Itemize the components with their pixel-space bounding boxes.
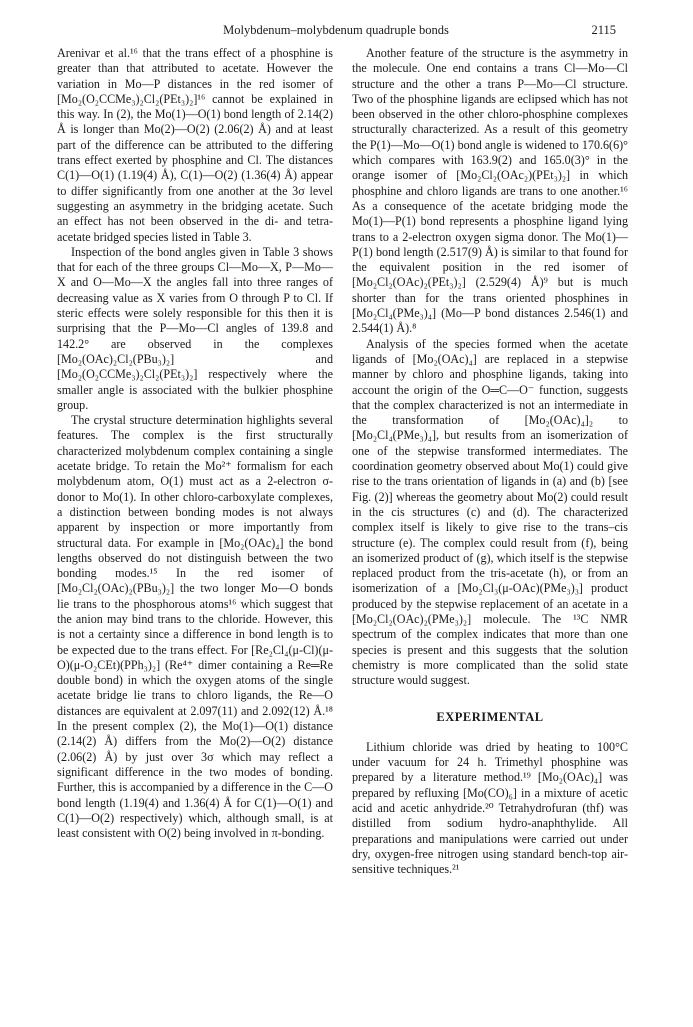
body-paragraph: Inspection of the bond angles given in Table 3 shows that for each of the three groups Cl—Mo—X, P—Mo—X and O—Mo—X the angles fall into three ranges of decreasing value as X varies from O through P to Cl. If steric effects were solely responsible for this then it is surprising that the P—Mo—Cl angles of 139.8 and 142.2° are observed in the complexes [Mo₂(OAc)₂Cl₂(PBu₃)₂] and [Mo₂(O₂CCMe₃)₂Cl₂(PEt₃)₂] respectively where the smaller angle is associated with the bulkier phosphine group. <box>57 244 333 412</box>
page-header <box>56 20 616 40</box>
body-paragraph: Analysis of the species formed when the acetate ligands of [Mo₂(OAc)₄] are replaced in a stepwise manner by chloro and phosphine ligands, taking into account the origin of the O═C—O⁻ function, suggests that the complex characterized is not an intermediate in the transformation of [Mo₂(OAc)₄]₂ to [Mo₂Cl₄(PMe₃)₄], but results from an isomerization of one of the stepwise transformed intermediates. The coordination geometry observed about Mo(1) could give rise to the trans orientation of ligands in (a) and (b) [see Fig. (2)] whereas the geometry about Mo(2) could result in the cis structures (c) and (d). The characterized complex itself is likely to give rise to the trans–cis structure (e). The complex could result from (f), being an isomerized product of (g), which itself is the stepwise replaced product from the tris-acetate (h), or from an isomerization of a [Mo₂Cl₃(μ-OAc)(PMe₃)₃] product produced by the stepwise replacement of an acetate in a [Mo₂Cl₂(OAc)₂(PMe₃)₂] molecule. The ¹³C NMR spectrum of the complex indicates that more than one species is present and this suggests that the solution chemistry is more complicated than the solid state structure would suggest. <box>352 336 628 688</box>
page-number: 2115 <box>591 23 616 37</box>
body-paragraph: Lithium chloride was dried by heating to 100°C under vacuum for 24 h. Trimethyl phosphine was prepared by a literature method.¹⁹ [Mo₂(OAc)₄] was prepared by refluxing [Mo(CO)₆] in a mixture of acetic acid and acetic anhydride.²⁰ Tetrahydrofuran (thf) was distilled from sodium hydro-anaphthylide. All preparations and manipulations were carried out under dry, oxygen-free nitrogen using standard bench-top air-sensitive techniques.²¹ <box>352 739 628 877</box>
section-heading-experimental: EXPERIMENTAL <box>436 710 544 725</box>
body-paragraph: Arenivar et al.¹⁶ that the trans effect of a phosphine is greater than that attributed to acetate. However the variation in Mo—P distances in the red isomer of [Mo₂(O₂CCMe₃)₂Cl₂(PEt₃)₂]¹⁶ cannot be explained in this way. In (2), the Mo(1)—O(1) bond length of 2.14(2) Å is longer than Mo(2)—O(2) (2.06(2) Å) and at least part of the difference can be attributed to the differing trans effect exerted by phosphine and Cl. The distances C(1)—O(1) (1.19(4) Å), C(1)—O(2) (1.36(4) Å) appear to differ significantly from one another at the 3σ level suggesting an asymmetry in the bridging acetate. Such an effect has not been observed in the di- and tetra-acetate bridged species listed in Table 3. <box>57 46 333 244</box>
running-title: Molybdenum–molybdenum quadruple bonds <box>223 23 449 37</box>
body-paragraph: Another feature of the structure is the asymmetry in the molecule. One end contains a trans Cl—Mo—Cl structure and the other a trans P—Mo—Cl structure. Two of the phosphine ligands are eclipsed which has not been observed in the other chloro-phosphine complexes structurally characterized. As a result of this geometry the P(1)—Mo—O(1) bond angle is widened to 170.6(6)° which compares with 163.9(2) and 165.0(3)° in the orange isomer of [Mo₂Cl₂(OAc₂)(PEt₃)₂] in which phosphine and chloro ligands are trans to one another.¹⁶ As a consequence of the acetate bridging mode the Mo(1)—P(1) bond represents a phosphine ligand lying trans to a 2-electron oxygen sigma donor. The Mo(1)—P(1) bond length (2.517(9) Å) is similar to that found for the equivalent position in the red isomer of [Mo₂Cl₂(OAc)₂(PEt₃)₂] (2.529(4) Å)⁹ but is much shorter than for the trans oriented phosphines in [Mo₂Cl₄(PMe₃)₄] (Mo—P bond distances 2.546(1) and 2.544(1) Å).⁸ <box>352 46 628 336</box>
left-column <box>57 46 333 841</box>
right-column <box>352 46 628 877</box>
body-paragraph: The crystal structure determination highlights several features. The complex is the first structurally characterized molybdenum complex containing a single acetate bridge. To retain the Mo²⁺ formalism for each molybdenum atom, O(1) must act as a 2-electron σ-donor to Mo(1). In other chloro-carboxylate complexes, a distinction between bonding modes is not always apparent by inspection or more importantly from structural data. For example in [Mo₂(OAc)₄] the bond lengths observed do not distinguish between the two bonding modes.¹⁵ In the red isomer of [Mo₂Cl₂(OAc)₂(PBu₃)₂] the two longer Mo—O bonds lie trans to the phosphorous atoms¹⁶ which suggest that the anion may bind trans to the chloride. However, this is not a certainty since a difference in bond length is to be expected due to the trans effect. For [Re₂Cl₄(μ-Cl)(μ-O)(μ-O₂CEt)(PPh₃)₂] (Re⁴⁺ dimer containing a Re═Re double bond) in which the oxygen atoms of the single acetate bridge lie trans to chloro ligands, the Re—O distances are equivalent at 2.097(11) and 2.092(12) Å.¹⁸ In the present complex (2), the Mo(1)—O(1) distance (2.14(2) Å) differs from the Mo(2)—O(2) distance (2.06(2) Å) by just over 3σ which may reflect a significant difference in the two modes of bonding. Further, this is accompanied by a difference in the C—O bond length (1.19(4) and 1.36(4) Å for C(1)—O(1) and C(1)—O(2) respectively) which, although small, is at least consistent with O(2) being involved in π-bonding. <box>57 413 333 841</box>
